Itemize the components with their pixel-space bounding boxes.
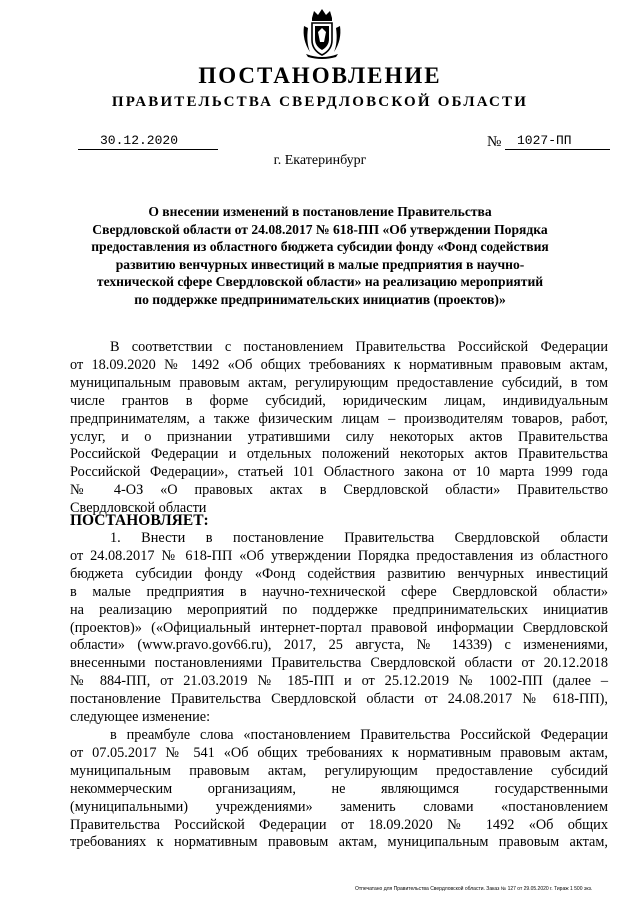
heading-line: технической сфере Свердловской области» на реализацию мероприятий bbox=[96, 274, 544, 289]
decree-word: ПОСТАНОВЛЯЕТ: bbox=[70, 512, 209, 529]
text-line: в малые предприятия в научно-технической сфере Свердловской области» bbox=[70, 583, 608, 600]
text-line: муниципальным правовым актам, регулирующим предоставление субсидий bbox=[70, 762, 608, 779]
heading-line: О внесении изменений в постановление Правительства bbox=[148, 204, 492, 219]
text-line: (проектов)» («Официальный интернет-портал правовой информации Свердловской bbox=[70, 619, 608, 636]
heading-line: предоставления из областного бюджета субсидии фонду «Фонд содействия bbox=[91, 239, 549, 254]
text-line: внесенными постановлениями Правительства Свердловской области от 20.12.2018 bbox=[70, 655, 608, 672]
document-subtitle: ПРАВИТЕЛЬСТВА СВЕРДЛОВСКОЙ ОБЛАСТИ bbox=[111, 94, 529, 110]
text-line: В соответствии с постановлением Правительства Российской Федерации bbox=[110, 339, 608, 355]
text-line: некоммерческим организациям, не являющимся государственными bbox=[70, 780, 608, 797]
coat-of-arms-icon bbox=[300, 8, 344, 60]
text-line: бюджета субсидии фонду «Фонд содействия развитию венчурных инвестиций bbox=[70, 565, 608, 582]
number-underline bbox=[505, 149, 610, 150]
date-underline bbox=[78, 149, 218, 150]
heading-line: развитию венчурных инвестиций в малые предприятия в научно- bbox=[115, 256, 525, 272]
text-line: № 884-ПП, от 21.03.2019 № 185-ПП и от 25.12.2019 № 1002-ПП (далее – bbox=[70, 673, 608, 690]
text-line: услуг, и о признании утратившими силу некоторых актов Правительства bbox=[70, 428, 608, 445]
number-label: № bbox=[487, 134, 502, 150]
paragraph-preamble-change bbox=[70, 727, 608, 852]
text-line: области» (www.pravo.gov66.ru), 2017, 25 августа, № 14339) с изменениями, bbox=[70, 637, 608, 654]
text-line: (муниципальными) учреждениями» заменить словами «постановлением bbox=[70, 798, 608, 815]
paragraph-item-1 bbox=[70, 530, 608, 727]
decree-number: 1027-ПП bbox=[517, 133, 572, 148]
decree-date: 30.12.2020 bbox=[100, 133, 179, 148]
text-line: постановление Правительства Свердловской области от 24.08.2017 № 618-ПП), bbox=[70, 691, 608, 708]
text-line: в преамбуле слова «постановлением Правительства Российской Федерации bbox=[110, 727, 608, 743]
text-line: Правительства Российской Федерации от 18.09.2020 № 1492 «Об общих bbox=[70, 816, 608, 833]
text-line: требованиях к нормативным правовым актам, муниципальным правовым актам, bbox=[70, 834, 608, 851]
text-line: следующее изменение: bbox=[70, 709, 211, 726]
print-footer: Отпечатано для Правительства Свердловской области. Заказ № 127 от 29.05.2020 г. Тираж 1 500 экз. bbox=[355, 886, 593, 892]
text-line: на реализацию мероприятий по поддержке предпринимательских инициатив bbox=[70, 601, 608, 618]
paragraph-preamble bbox=[70, 339, 608, 518]
text-line: предпринимателям, а также физическим лицам – производителям товаров, работ, bbox=[70, 410, 608, 427]
text-line: № 4-ОЗ «О правовых актах в Свердловской области» Правительство bbox=[70, 482, 608, 499]
text-line: 1. Внести в постановление Правительства Свердловской области bbox=[110, 530, 608, 546]
text-line: от 24.08.2017 № 618-ПП «Об утверждении Порядка предоставления из областного bbox=[70, 547, 608, 564]
decree-heading bbox=[80, 203, 560, 308]
text-line: Российской Федерации и отдельных положений некоторых актов Правительства bbox=[70, 446, 608, 463]
heading-line: по поддержке предпринимательских инициатив (проектов)» bbox=[134, 291, 506, 307]
text-line: Свердловской области bbox=[70, 500, 207, 517]
city: г. Екатеринбург bbox=[273, 153, 367, 168]
document-title: ПОСТАНОВЛЕНИЕ bbox=[198, 63, 442, 88]
text-line: от 18.09.2020 № 1492 «Об общих требованиях к нормативным правовым актам, bbox=[70, 356, 608, 373]
text-line: числе грантов в форме субсидий, юридическим лицам, индивидуальным bbox=[70, 392, 608, 409]
text-line: от 07.05.2017 № 541 «Об общих требованиях к нормативным правовым актам, bbox=[70, 744, 608, 761]
heading-line: Свердловской области от 24.08.2017 № 618-ПП «Об утверждении Порядка bbox=[92, 221, 548, 237]
text-line: Российской Федерации», статьей 101 Областного закона от 10 марта 1999 года bbox=[70, 464, 608, 481]
text-line: муниципальным правовым актам, регулирующим предоставление субсидий, в том bbox=[70, 374, 608, 391]
